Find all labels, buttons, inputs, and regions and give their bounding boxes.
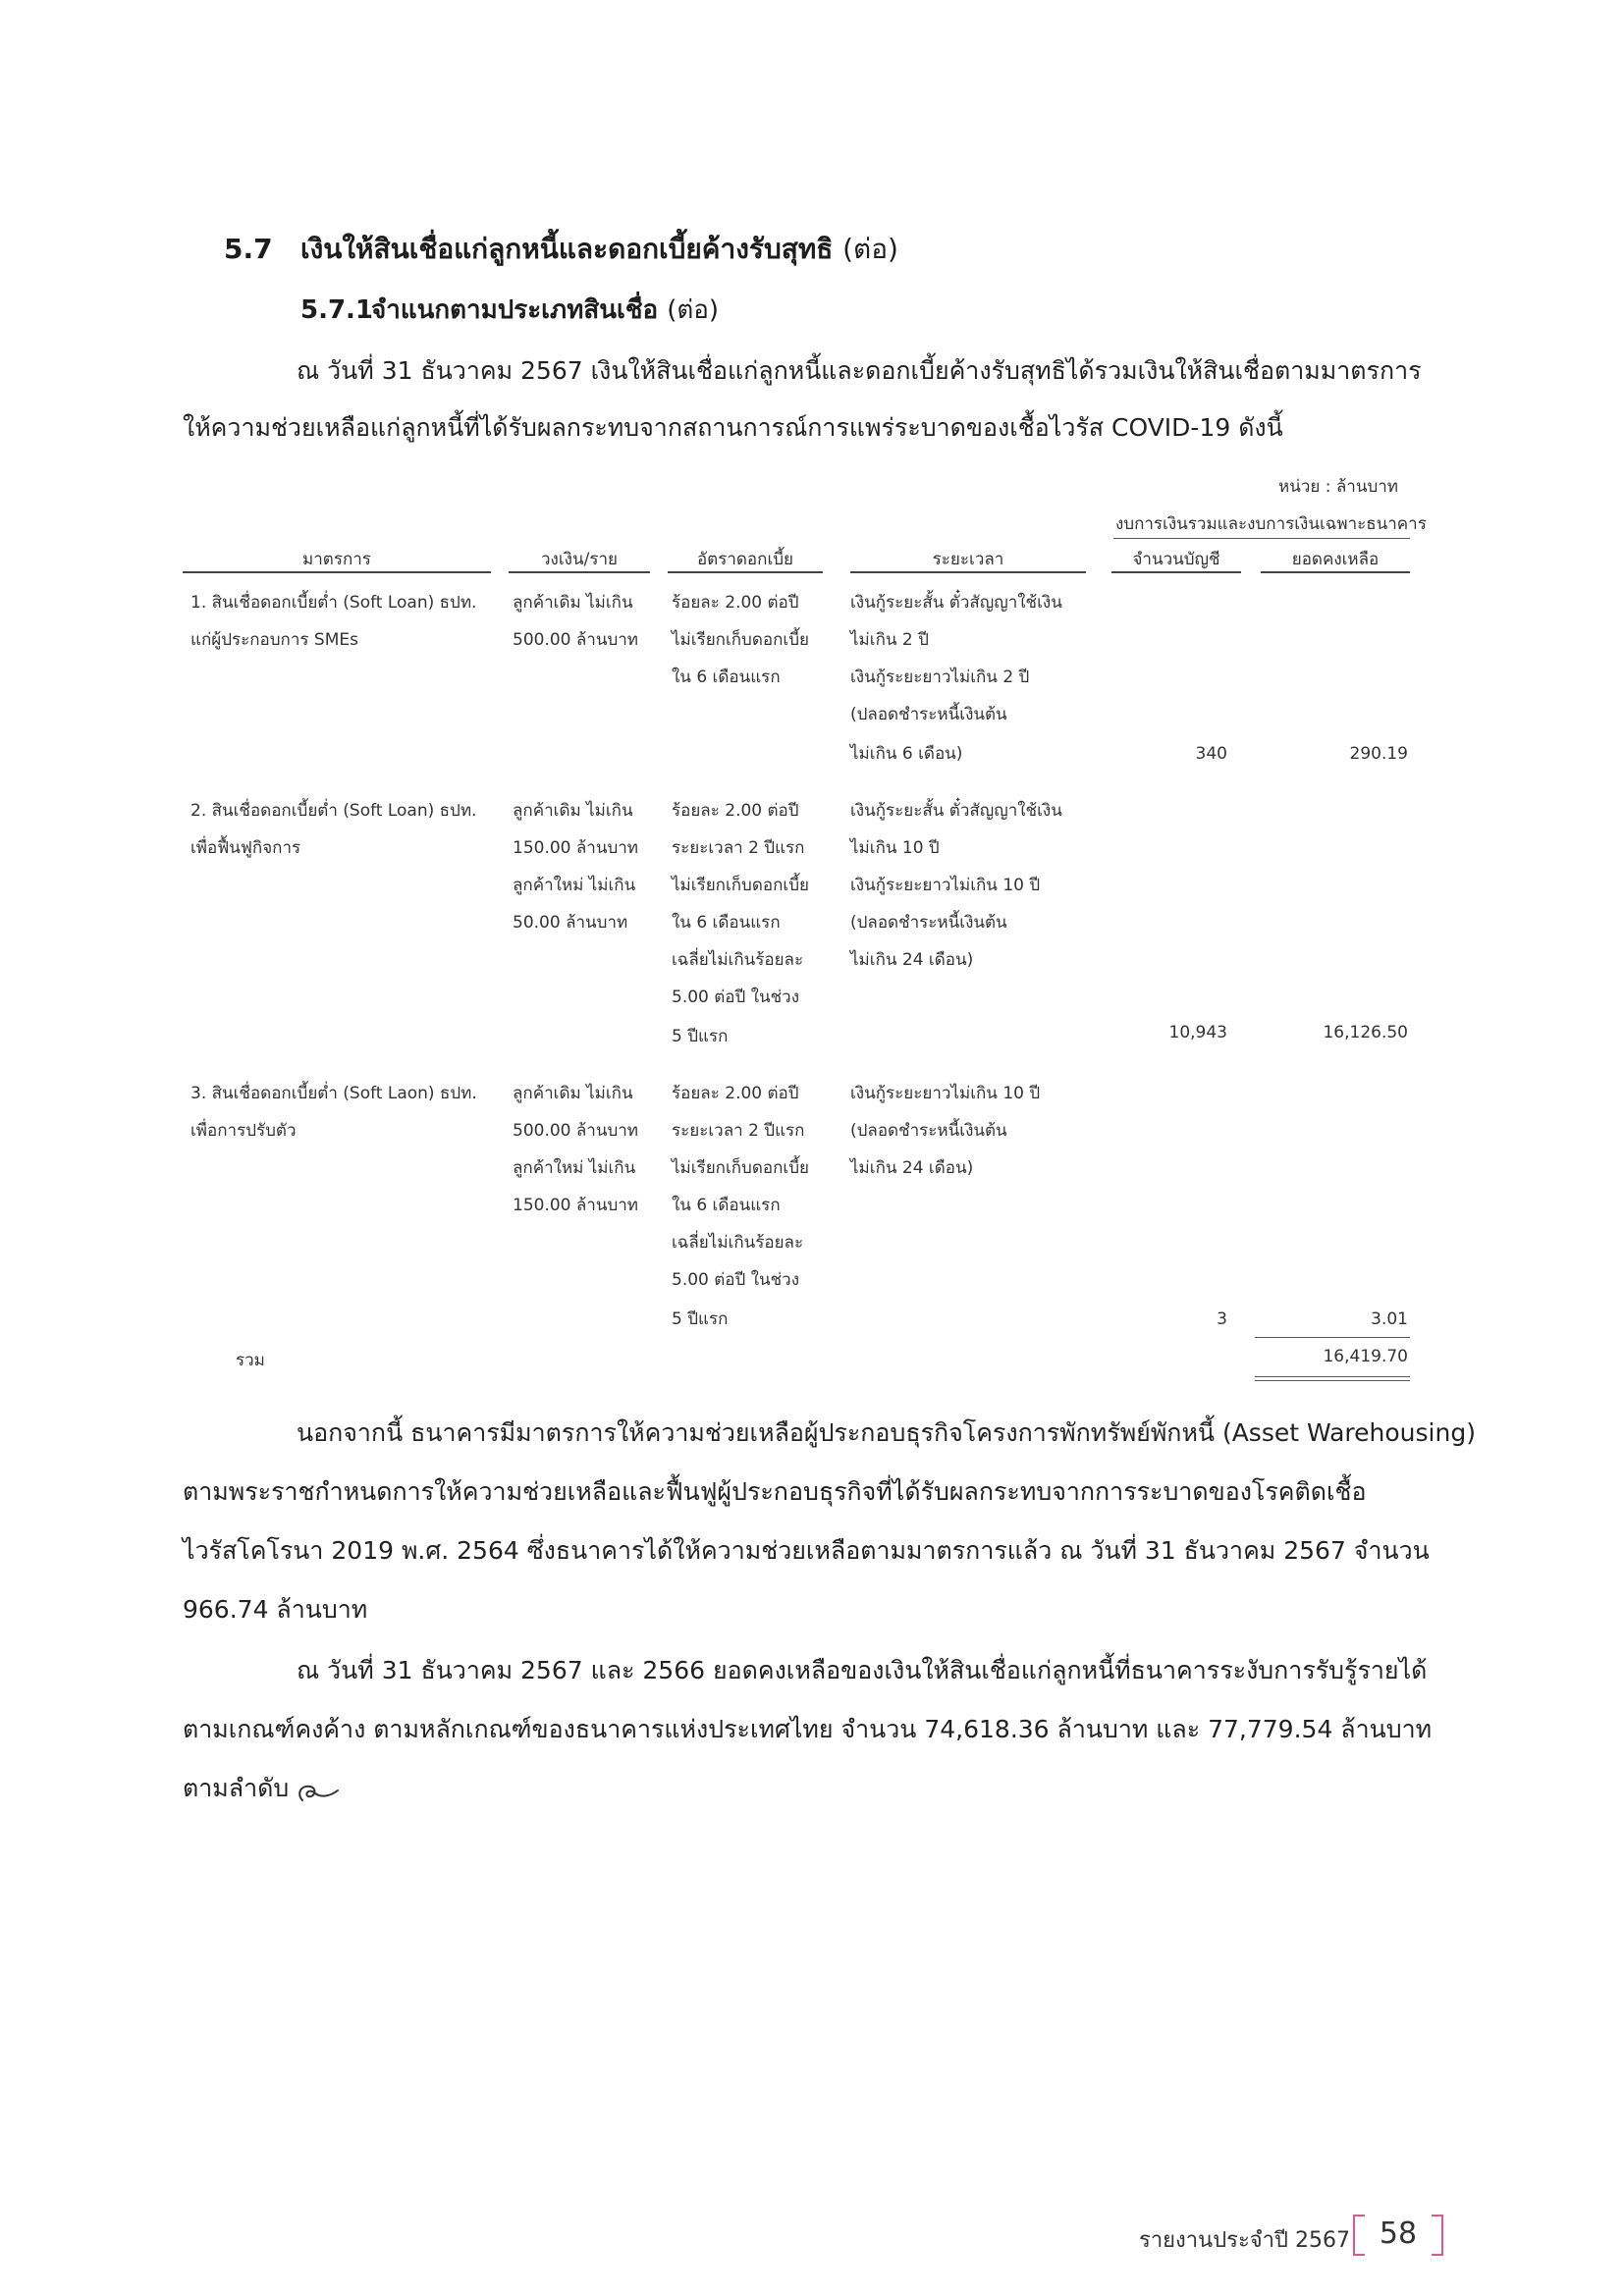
row2-rate-line4: ใน 6 เดือนแรก [672, 913, 781, 933]
header-rule-balance [1261, 571, 1410, 573]
header-rule-rate [668, 571, 823, 573]
row1-period-line5: ไม่เกิน 6 เดือน) [850, 744, 963, 764]
total-balance: 16,419.70 [1323, 1347, 1408, 1366]
row1-rate-line2: ไม่เรียกเก็บดอกเบี้ย [672, 630, 809, 650]
row2-period-line4: (ปลอดชำระหนี้เงินต้น [850, 913, 1007, 933]
total-label: รวม [236, 1351, 265, 1370]
para3-line-1: ณ วันที่ 31 ธันวาคม 2567 และ 2566 ยอดคงเหลือของเงินให้สินเชื่อแก่ลูกหนี้ที่ธนาคารระงับการรับรู้รายได้ [297, 1656, 1428, 1684]
signature-initial-icon [295, 1775, 342, 1808]
para3-line-3: ตามลำดับ [183, 1774, 290, 1802]
col-header-measure: มาตรการ [302, 550, 371, 569]
row2-rate-line6: 5.00 ต่อปี ในช่วง [672, 988, 800, 1007]
row2-rate-line7: 5 ปีแรก [672, 1027, 729, 1046]
row1-period-line3: เงินกู้ระยะยาวไม่เกิน 2 ปี [850, 667, 1030, 687]
footer-bracket-left [1353, 2215, 1365, 2256]
header-rule-accounts [1111, 571, 1241, 573]
col-header-rate: อัตราดอกเบี้ย [696, 550, 794, 569]
subsection-title: จำแนกตามประเภทสินเชื่อ [371, 295, 659, 325]
col-header-limit: วงเงิน/ราย [541, 550, 618, 569]
header-rule-measure [183, 571, 491, 573]
subsection-heading [300, 290, 719, 330]
row3-measure-line2: เพื่อการปรับตัว [190, 1121, 297, 1141]
row2-rate-line2: ระยะเวลา 2 ปีแรก [672, 838, 805, 858]
row3-period-line3: ไม่เกิน 24 เดือน) [850, 1158, 974, 1178]
table-group-header: งบการเงินรวมและงบการเงินเฉพาะธนาคาร [1115, 514, 1427, 534]
row1-accounts: 340 [1195, 744, 1227, 764]
row3-rate-line4: ใน 6 เดือนแรก [672, 1196, 781, 1215]
row3-rate-line1: ร้อยละ 2.00 ต่อปี [672, 1084, 799, 1103]
row3-accounts: 3 [1217, 1309, 1227, 1329]
footer-page-number: 58 [1379, 2216, 1418, 2251]
row3-period-line2: (ปลอดชำระหนี้เงินต้น [850, 1121, 1007, 1141]
header-rule-period [850, 571, 1086, 573]
row3-rate-line2: ระยะเวลา 2 ปีแรก [672, 1121, 805, 1141]
col-header-accounts: จำนวนบัญชี [1132, 550, 1220, 569]
row3-rate-line3: ไม่เรียกเก็บดอกเบี้ย [672, 1158, 809, 1178]
row3-period-line1: เงินกู้ระยะยาวไม่เกิน 10 ปี [850, 1084, 1041, 1103]
para2-line-2: ตามพระราชกำหนดการให้ความช่วยเหลือและฟื้นฟูผู้ประกอบธุรกิจที่ได้รับผลกระทบจากการระบาดของโรคติดเชื้อ [183, 1477, 1367, 1506]
section-heading [224, 228, 898, 271]
subsection-suffix: (ต่อ) [667, 295, 719, 325]
row1-balance: 290.19 [1349, 744, 1408, 764]
row2-balance: 16,126.50 [1323, 1023, 1408, 1042]
row3-limit-line4: 150.00 ล้านบาท [513, 1196, 639, 1215]
col-header-balance: ยอดคงเหลือ [1291, 550, 1380, 569]
row3-limit-line1: ลูกค้าเดิม ไม่เกิน [513, 1084, 633, 1103]
total-double-rule-2 [1255, 1380, 1410, 1381]
row2-rate-line3: ไม่เรียกเก็บดอกเบี้ย [672, 876, 809, 895]
row1-period-line4: (ปลอดชำระหนี้เงินต้น [850, 705, 1007, 724]
row2-limit-line4: 50.00 ล้านบาท [513, 913, 628, 933]
col-header-period: ระยะเวลา [932, 550, 1004, 569]
row1-rate-line1: ร้อยละ 2.00 ต่อปี [672, 593, 799, 613]
row2-rate-line1: ร้อยละ 2.00 ต่อปี [672, 801, 799, 821]
row2-period-line1: เงินกู้ระยะสั้น ตั๋วสัญญาใช้เงิน [850, 801, 1062, 821]
footer-report-title: รายงานประจำปี 2567 [1139, 2228, 1350, 2253]
row3-limit-line2: 500.00 ล้านบาท [513, 1121, 639, 1141]
row3-rate-line7: 5 ปีแรก [672, 1309, 729, 1329]
total-double-rule-1 [1255, 1376, 1410, 1377]
intro-line-1: ณ วันที่ 31 ธันวาคม 2567 เงินให้สินเชื่อแก่ลูกหนี้และดอกเบี้ยค้างรับสุทธิได้รวมเงินให้สินเชื่อตามมาตรการ [297, 356, 1422, 385]
para2-line-3: ไวรัสโคโรนา 2019 พ.ศ. 2564 ซึ่งธนาคารได้ให้ความช่วยเหลือตามมาตรการแล้ว ณ วันที่ 31 ธันวาคม 2567 จำนวน [183, 1536, 1430, 1565]
row3-rate-line5: เฉลี่ยไม่เกินร้อยละ [672, 1233, 804, 1253]
group-header-rule [1113, 538, 1410, 539]
row2-limit-line3: ลูกค้าใหม่ ไม่เกิน [513, 876, 636, 895]
intro-line-2: ให้ความช่วยเหลือแก่ลูกหนี้ที่ได้รับผลกระทบจากสถานการณ์การแพร่ระบาดของเชื้อไวรัส COVID-19 ดังนี้ [183, 413, 1283, 442]
row2-period-line5: ไม่เกิน 24 เดือน) [850, 950, 974, 970]
row2-measure-line1: 2. สินเชื่อดอกเบี้ยต่ำ (Soft Loan) ธปท. [190, 801, 477, 821]
section-number: 5.7 [224, 233, 273, 265]
row2-rate-line5: เฉลี่ยไม่เกินร้อยละ [672, 950, 804, 970]
row1-limit-line1: ลูกค้าเดิม ไม่เกิน [513, 593, 633, 613]
row3-limit-line3: ลูกค้าใหม่ ไม่เกิน [513, 1158, 636, 1178]
para2-line-4: 966.74 ล้านบาท [183, 1595, 368, 1624]
row2-measure-line2: เพื่อฟื้นฟูกิจการ [190, 838, 301, 858]
row2-period-line2: ไม่เกิน 10 ปี [850, 838, 940, 858]
subsection-number: 5.7.1 [300, 295, 374, 325]
row1-rate-line3: ใน 6 เดือนแรก [672, 667, 781, 687]
row1-period-line2: ไม่เกิน 2 ปี [850, 630, 929, 650]
row2-limit-line2: 150.00 ล้านบาท [513, 838, 639, 858]
table-unit: หน่วย : ล้านบาท [1278, 477, 1398, 497]
row2-limit-line1: ลูกค้าเดิม ไม่เกิน [513, 801, 633, 821]
total-top-rule [1255, 1337, 1410, 1338]
para3-line-2: ตามเกณฑ์คงค้าง ตามหลักเกณฑ์ของธนาคารแห่งประเทศไทย จำนวน 74,618.36 ล้านบาท และ 77,779.54 ล้านบาท [183, 1715, 1433, 1743]
row3-measure-line1: 3. สินเชื่อดอกเบี้ยต่ำ (Soft Laon) ธปท. [190, 1084, 477, 1103]
row2-accounts: 10,943 [1168, 1023, 1227, 1042]
row1-limit-line2: 500.00 ล้านบาท [513, 630, 639, 650]
footer-bracket-right [1432, 2215, 1443, 2256]
row3-balance: 3.01 [1371, 1309, 1408, 1329]
row2-period-line3: เงินกู้ระยะยาวไม่เกิน 10 ปี [850, 876, 1041, 895]
row3-rate-line6: 5.00 ต่อปี ในช่วง [672, 1270, 800, 1290]
header-rule-limit [509, 571, 650, 573]
section-title: เงินให้สินเชื่อแก่ลูกหนี้และดอกเบี้ยค้างรับสุทธิ [300, 233, 834, 265]
section-suffix: (ต่อ) [842, 233, 898, 265]
row1-measure-line1: 1. สินเชื่อดอกเบี้ยต่ำ (Soft Loan) ธปท. [190, 593, 477, 613]
para2-line-1: นอกจากนี้ ธนาคารมีมาตรการให้ความช่วยเหลือผู้ประกอบธุรกิจโครงการพักทรัพย์พักหนี้ (Asset Warehousing) [297, 1418, 1476, 1447]
row1-measure-line2: แก่ผู้ประกอบการ SMEs [190, 630, 358, 650]
row1-period-line1: เงินกู้ระยะสั้น ตั๋วสัญญาใช้เงิน [850, 593, 1062, 613]
